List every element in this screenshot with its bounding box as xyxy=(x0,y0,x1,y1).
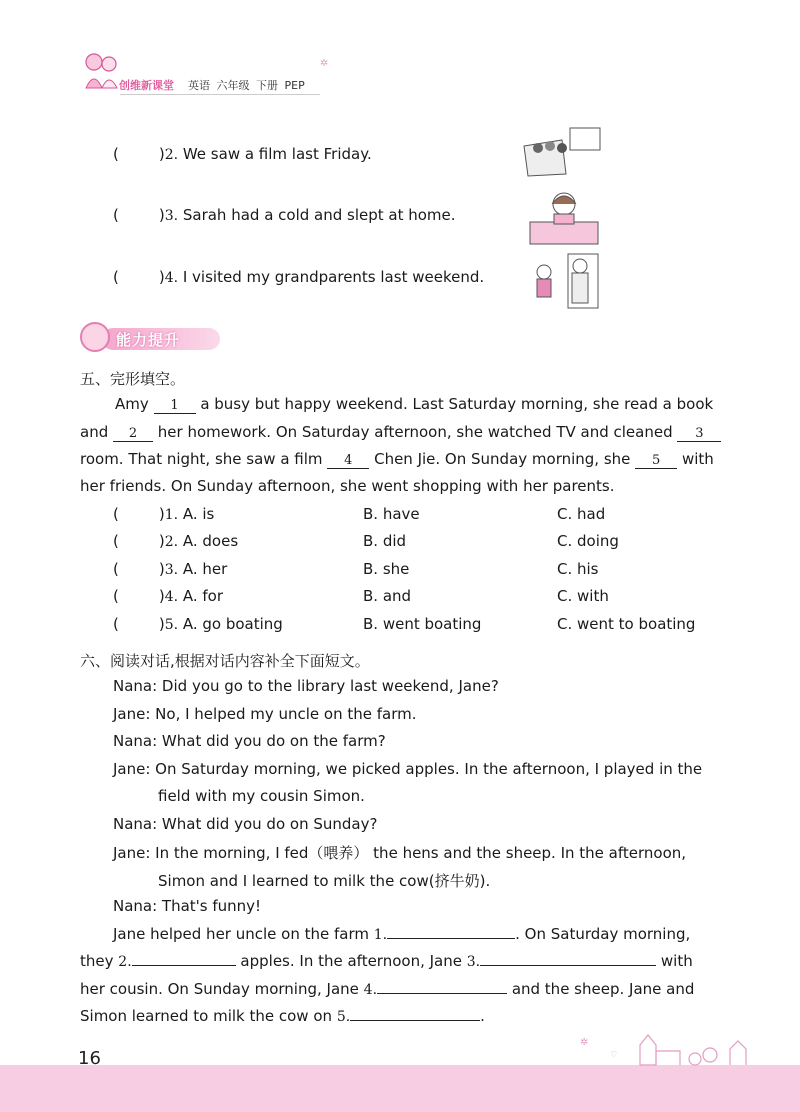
logo-kids-icon xyxy=(80,48,124,92)
summary-blank-5[interactable] xyxy=(350,1020,480,1021)
option-c[interactable]: C. his xyxy=(557,560,599,578)
section-badge xyxy=(80,322,220,352)
summary-line-3: her cousin. On Sunday morning, Jane 4. and the sheep. Jane and xyxy=(80,980,695,998)
item-number: 2. xyxy=(164,147,179,163)
summary-blank-1[interactable] xyxy=(387,938,515,939)
summary-line-4: Simon learned to milk the cow on 5. . xyxy=(80,1007,485,1025)
dialogue-line: Nana: Did you go to the library last weekend, Jane? xyxy=(113,677,499,695)
header-book-info: 英语 六年级 下册 PEP xyxy=(188,79,305,92)
footer-band xyxy=(0,1065,800,1112)
summary-line-2: they 2. apples. In the afternoon, Jane 3. with xyxy=(80,952,693,970)
picture-item-3: ( )3. Sarah had a cold and slept at home. xyxy=(113,206,456,224)
section-badge-label: 能力提升 xyxy=(116,331,181,349)
smiley-icon xyxy=(80,322,110,352)
option-b[interactable]: B. and xyxy=(363,587,412,605)
option-b[interactable]: B. did xyxy=(363,532,407,550)
summary-blank-2[interactable] xyxy=(132,965,236,966)
option-c[interactable]: C. doing xyxy=(557,532,619,550)
svg-text:✲: ✲ xyxy=(580,1037,589,1048)
page-number: 16 xyxy=(78,1048,101,1069)
cinema-illustration xyxy=(522,126,602,178)
header-divider xyxy=(120,94,320,95)
passage-line-2: and 2 her homework. On Saturday afternoon, she watched TV and cleaned 3 xyxy=(80,423,721,442)
question-3: ( )3. A. her xyxy=(113,560,228,578)
passage-line-4: her friends. On Sunday afternoon, she went shopping with her parents. xyxy=(80,477,615,495)
castle-decoration-icon xyxy=(570,1025,800,1070)
passage-line-3: room. That night, she saw a film 4 Chen Jie. On Sunday morning, she 5 with xyxy=(80,450,714,468)
option-a[interactable]: A. is xyxy=(182,505,215,523)
option-b[interactable]: B. have xyxy=(363,505,420,523)
option-c[interactable]: C. had xyxy=(557,505,606,523)
dialogue-line: Jane: In the morning, I fed（喂养） the hens and the sheep. In the afternoon, xyxy=(113,844,687,862)
svg-text:♡: ♡ xyxy=(610,1050,618,1059)
item-text: I visited my grandparents last weekend. xyxy=(182,268,485,286)
header-sparkle-icon: ✲ xyxy=(320,58,329,69)
question-2: ( )2. A. does xyxy=(113,532,239,550)
summary-blank-4[interactable] xyxy=(377,993,507,994)
dialogue-line: Jane: On Saturday morning, we picked apples. In the afternoon, I played in the xyxy=(113,760,703,778)
question-4: ( )4. A. for xyxy=(113,587,224,605)
sick-girl-illustration xyxy=(528,186,600,246)
item-text: We saw a film last Friday. xyxy=(182,145,372,163)
option-b[interactable]: B. she xyxy=(363,560,410,578)
blank-3[interactable]: 3 xyxy=(677,426,721,442)
question-5: ( )5. A. go boating xyxy=(113,615,283,633)
answer-paren: ( xyxy=(113,145,119,163)
blank-5[interactable]: 5 xyxy=(635,453,677,469)
dialogue-line: Simon and I learned to milk the cow(挤牛奶). xyxy=(158,872,491,890)
cloze-options xyxy=(113,505,733,645)
blank-4[interactable]: 4 xyxy=(327,453,369,469)
dialogue-line: Nana: That's funny! xyxy=(113,897,262,915)
option-a[interactable]: A. her xyxy=(182,560,228,578)
summary-line-1: Jane helped her uncle on the farm 1. . On Saturday morning, xyxy=(113,925,691,943)
header-brand: 创维新课堂 xyxy=(119,79,174,92)
option-a[interactable]: A. does xyxy=(182,532,239,550)
passage-line-1: Amy 1 a busy but happy weekend. Last Saturday morning, she read a book xyxy=(115,395,714,413)
item-text: Sarah had a cold and slept at home. xyxy=(182,206,456,224)
option-b[interactable]: B. went boating xyxy=(363,615,482,633)
option-c[interactable]: C. went to boating xyxy=(557,615,696,633)
option-a[interactable]: A. go boating xyxy=(182,615,283,633)
option-c[interactable]: C. with xyxy=(557,587,609,605)
option-a[interactable]: A. for xyxy=(182,587,224,605)
dialogue-line: Nana: What did you do on Sunday? xyxy=(113,815,378,833)
picture-item-2: ( )2. We saw a film last Friday. xyxy=(113,145,372,163)
picture-item-4: ( )4. I visited my grandparents last weekend. xyxy=(113,268,485,286)
blank-1[interactable]: 1 xyxy=(154,398,196,414)
grandparents-illustration xyxy=(524,252,600,310)
section5-title: 五、完形填空。 xyxy=(80,370,186,388)
summary-blank-3[interactable] xyxy=(480,965,656,966)
blank-2[interactable]: 2 xyxy=(113,426,153,442)
dialogue-line: field with my cousin Simon. xyxy=(158,787,365,805)
section6-title: 六、阅读对话,根据对话内容补全下面短文。 xyxy=(80,652,370,670)
dialogue-line: Nana: What did you do on the farm? xyxy=(113,732,386,750)
dialogue-line: Jane: No, I helped my uncle on the farm. xyxy=(113,705,417,723)
question-1: ( )1. A. is xyxy=(113,505,215,523)
